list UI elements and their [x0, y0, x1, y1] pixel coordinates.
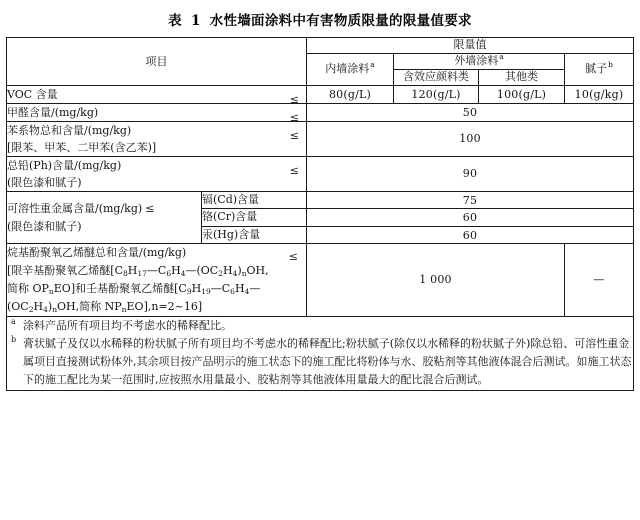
row-label-benzene — [7, 121, 307, 156]
footnote-b — [7, 335, 633, 388]
cell-voc-other: 100(g/L) — [479, 85, 565, 103]
table-footnotes-row — [7, 316, 634, 390]
cell-voc-putty: 10(g/kg) — [565, 85, 634, 103]
sub-label-mercury: 汞(Hg)含量 — [202, 226, 307, 244]
limits-table — [6, 37, 634, 391]
table-row — [7, 103, 634, 121]
header-inner-wall-label: 内墙涂料 — [325, 61, 370, 75]
row-label-text: 甲醛含量/(mg/kg) — [7, 105, 99, 119]
le-symbol: ≤ — [288, 250, 298, 264]
footnote-a — [7, 317, 633, 335]
cell-cadmium-value: 75 — [307, 191, 634, 209]
row-label-text-2: [限苯、甲苯、二甲苯(含乙苯)] — [7, 140, 157, 154]
row-label-total-lead — [7, 156, 307, 191]
footnote-b-marker: b — [11, 335, 17, 345]
heavy-metals-label-2: (限色漆和腻子) — [7, 219, 82, 233]
row-label-text: VOC 含量 — [7, 87, 58, 101]
row-label-voc — [7, 85, 307, 106]
table-row — [7, 156, 634, 191]
apeo-label-line3: 简称 $OP_nEO$]和壬基酚聚氧乙烯醚[$C_9H_{19}—C_6H_4—$ — [7, 281, 261, 296]
table-row — [7, 121, 634, 156]
row-label-text: 苯系物总和含量/(mg/kg) — [7, 123, 132, 137]
cell-apeo-putty-value: — — [565, 244, 634, 316]
le-symbol: ≤ — [289, 163, 299, 177]
le-symbol: ≤ — [145, 201, 155, 215]
header-outer-wall — [394, 53, 565, 69]
caption-title: 水性墙面涂料中有害物质限量的限量值要求 — [209, 13, 472, 29]
footnote-a-text: 涂料产品所有项目均不考虑水的稀释配比。 — [23, 318, 232, 332]
row-label-apeo — [7, 244, 307, 316]
row-label-text-2: (限色漆和腻子) — [7, 175, 82, 189]
le-symbol: ≤ — [289, 92, 299, 106]
caption-number: 1 — [190, 13, 201, 29]
cell-chromium-value: 60 — [307, 209, 634, 227]
heavy-metals-label-1 — [7, 200, 201, 218]
footnote-a-marker: a — [11, 316, 16, 326]
cell-mercury-value: 60 — [307, 226, 634, 244]
sub-label-chromium: 铬(Cr)含量 — [202, 209, 307, 227]
cell-voc-effect: 120(g/L) — [394, 85, 479, 103]
header-outer-effect: 含效应颜料类 — [394, 69, 479, 85]
footnote-ref-b: b — [608, 60, 613, 70]
table-row — [7, 85, 634, 103]
cell-apeo-value: 1 000 — [307, 244, 565, 316]
header-outer-other: 其他类 — [479, 69, 565, 85]
header-inner-wall — [307, 53, 394, 85]
header-putty-label: 腻子 — [585, 61, 608, 75]
header-outer-wall-label: 外墙涂料 — [454, 53, 499, 67]
cell-formaldehyde-value: 50 — [307, 103, 634, 121]
footnote-b-text: 膏状腻子及仅以水稀释的粉状腻子所有项目均不考虑水的稀释配比;粉状腻子(除仅以水稀释的粉状腻子外)除总铅、可溶性重金属项目直接测试粉体外,其余项目按产品明示的施工状态下的施工配比将粉体与水、胶粘剂等其他液体混合后测试。如施工状态下的施工配比为某一范围时,应按照水用量最小、胶粘剂等其他液体用量最大的配比混合后测试。 — [23, 337, 632, 386]
table-row — [7, 191, 634, 209]
row-label-text: 总铅(Ph)含量/(mg/kg) — [7, 158, 122, 172]
row-label-heavy-metals — [7, 191, 202, 244]
le-symbol: ≤ — [289, 110, 299, 124]
cell-total-lead-value: 90 — [307, 156, 634, 191]
heavy-metals-label-text: 可溶性重金属含量/(mg/kg) — [7, 201, 143, 215]
le-symbol: ≤ — [289, 128, 299, 142]
footnote-ref-a: a — [370, 60, 375, 70]
header-item: 项目 — [7, 38, 307, 86]
footnotes — [7, 316, 634, 390]
cell-benzene-value: 100 — [307, 121, 634, 156]
table-row — [7, 244, 634, 316]
page-title — [0, 0, 640, 37]
cell-voc-inner: 80(g/L) — [307, 85, 394, 103]
sub-label-cadmium: 镉(Cd)含量 — [202, 191, 307, 209]
header-putty — [565, 53, 634, 85]
apeo-label-line2: [限辛基酚聚氧乙烯醚[$C_8H_{17}—C_6H_4—(OC_2H_4)_nOH$, — [7, 264, 269, 279]
apeo-label-line4: $(OC_2H_4)_nOH$,简称 $NP_nEO],n=2\sim 16$] — [7, 299, 203, 314]
row-label-formaldehyde — [7, 103, 307, 124]
table-header-row-1 — [7, 38, 634, 54]
apeo-label-line1: 烷基酚聚氧乙烯醚总和含量/(mg/kg) — [7, 246, 187, 260]
header-limit-group: 限量值 — [307, 38, 634, 54]
caption-label: 表 — [168, 13, 182, 29]
footnote-ref-a2: a — [499, 52, 504, 62]
